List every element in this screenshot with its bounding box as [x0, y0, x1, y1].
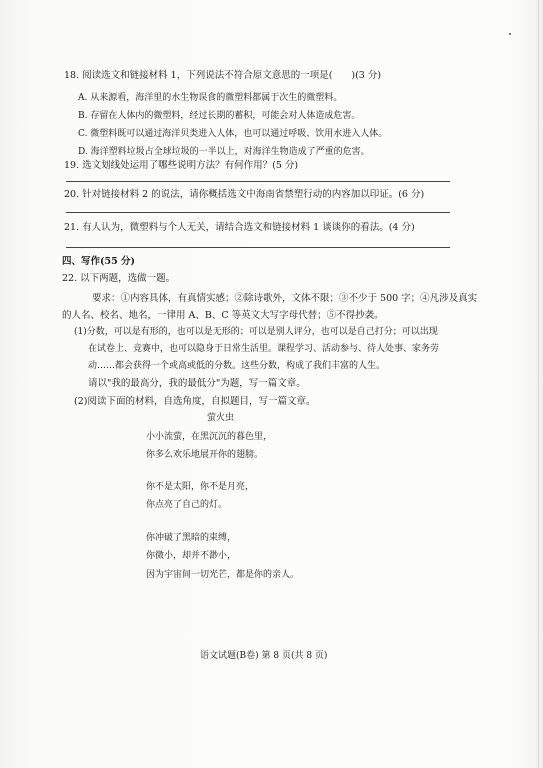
q18-stem: 18. 阅读选文和链接材料 1，下列说法不符合原文意思的一项是( )(3 分) [64, 70, 382, 81]
prompt1-instruction: 请以"我的最高分，我的最低分"为题，写一篇文章。 [88, 378, 306, 389]
q22-requirements-1: 要求：①内容具体，有真情实感；②除诗歌外，文体不限；③不少于 500 字；④凡涉及真实 [92, 293, 478, 304]
poem-line: 你微小，却并不渺小， [146, 551, 237, 561]
poem-line: 小小流萤，在黑沉沉的暮色里， [146, 432, 273, 442]
poem-line: 你点亮了自己的灯。 [146, 500, 228, 510]
page-edge [538, 0, 539, 768]
page-footer: 语文试题(B卷) 第 8 页(共 8 页) [200, 651, 328, 661]
prompt1-line3: 动……都会获得一个或高或低的分数。这些分数，构成了我们丰富的人生。 [88, 361, 386, 371]
q22-stem: 22. 以下两题，选做一题。 [62, 273, 176, 284]
prompt2: (2)阅读下面的材料，自选角度，自拟题目，写一篇文章。 [74, 396, 316, 407]
q18-option-d: D. 海洋塑料垃圾占全球垃圾的一半以上，对海洋生物造成了严重的危害。 [78, 147, 370, 157]
prompt1-line1: (1)分数，可以是有形的，也可以是无形的；可以是别人评分，也可以是自己打分；可以出现 [74, 327, 438, 337]
poem-title: 萤火虫 [207, 413, 235, 423]
answer-line [66, 247, 450, 248]
poem-line: 你冲破了黑暗的束缚， [146, 533, 237, 543]
q18-option-c: C. 微塑料既可以通过海洋贝类进入人体，也可以通过呼吸、饮用水进入人体。 [78, 129, 388, 139]
scan-speck [509, 33, 511, 35]
answer-line [66, 181, 450, 182]
q18-option-b: B. 存留在人体内的微塑料，经过长期的蓄积，可能会对人体造成危害。 [78, 111, 361, 121]
prompt1-line2: 在试卷上、竞赛中，也可以隐身于日常生活里。课程学习、活动参与、待人处事、家务劳 [88, 344, 440, 354]
q21-stem: 21. 有人认为，微塑料与个人无关，请结合选文和链接材料 1 谈谈你的看法。(4 分) [64, 222, 415, 233]
poem-line: 你不是太阳，你不是月亮， [146, 482, 255, 492]
answer-line [66, 212, 450, 213]
q18-option-a: A. 从来源看，海洋里的水生物误食的微塑料都属于次生的微塑料。 [78, 93, 343, 103]
q19-stem: 19. 选文划线处运用了哪些说明方法？有何作用？(5 分) [64, 160, 299, 171]
q22-requirements-2: 的人名、校名、地名，一律用 A、B、C 等英文大写字母代替；⑤不得抄袭。 [62, 310, 384, 321]
q20-stem: 20. 针对链接材料 2 的说法，请你概括选文中海南省禁塑行动的内容加以印证。(6 分) [64, 189, 425, 200]
section-heading: 四、写作(55 分) [62, 256, 136, 267]
poem-line: 你多么欢乐地展开你的翅膀。 [146, 450, 264, 460]
poem-line: 因为宇宙间一切光芒，都是你的亲人。 [146, 570, 300, 580]
